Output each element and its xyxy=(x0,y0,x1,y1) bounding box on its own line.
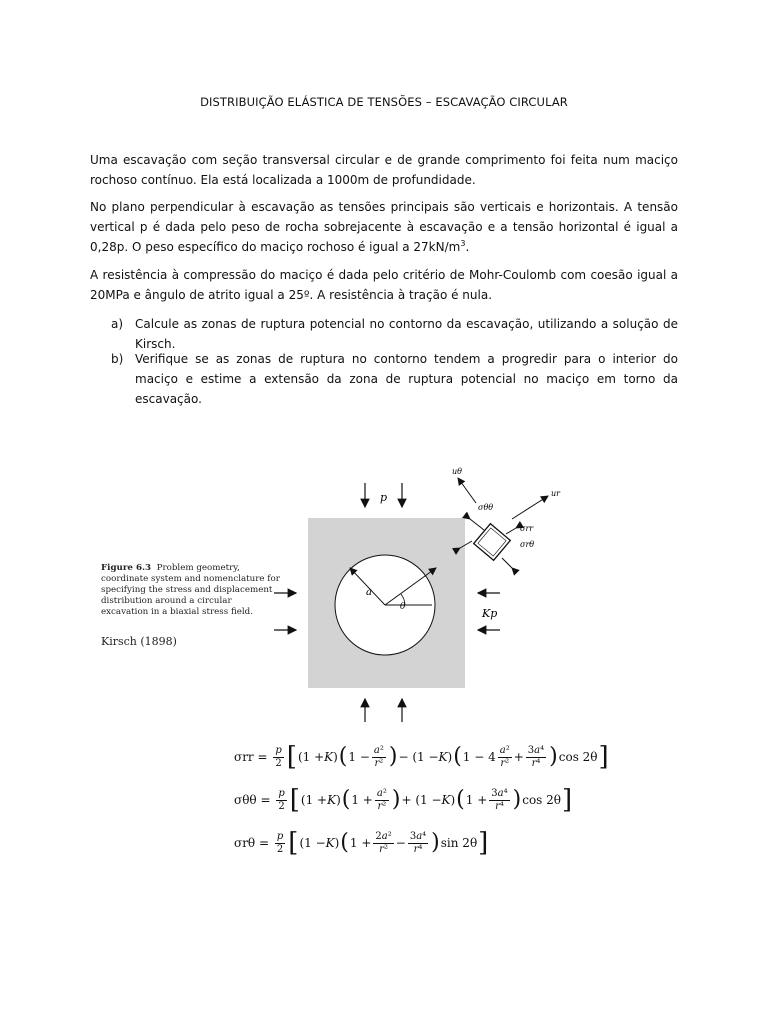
question-b-text: Verifique se as zonas de ruptura no contorno tendem a progredir para o interior do maciço e estime a extensão da zona de ruptura potencial no maciço em torno da escavação. xyxy=(135,352,678,406)
question-a-marker: a) xyxy=(111,317,124,331)
label-sigma-rr: σrr xyxy=(520,524,534,533)
equation-sigma-rr-eq: = xyxy=(257,750,268,764)
equation-sigma-rr: σrr = $\frac{p}{2}$ [ (1 + K ) ( 1 − $\frac{\text{a²}}{\text{r²}}$ ) − (1 − K ) ( 1 − 4 $\frac{\text{a²}}{\text{r²}}$ + $\frac{\text{3a⁴}}{\text{r⁴}}$ ) cos 2θ ] xyxy=(234,742,609,772)
unit-superscript: 3 xyxy=(460,239,466,248)
equation-sigma-tt-lhs: σθθ xyxy=(234,793,257,807)
label-sigma-rt: σrθ xyxy=(520,540,535,549)
paragraph-strength: A resistência à compressão do maciço é dada pelo critério de Mohr-Coulomb com coesão igual a 20MPa e ângulo de atrito igual a 25º. A resistência à tração é nula. xyxy=(90,268,678,302)
equation-sigma-tt-eq: = xyxy=(260,793,271,807)
sigma-rr-arrow xyxy=(506,528,516,534)
paragraph-stresses-end: . xyxy=(465,240,470,254)
paragraph-stresses-text: No plano perpendicular à escavação as tensões principais são verticais e horizontais. A tensão vertical p é dada pelo peso de rocha sobrejacente à escavação e a tensão horizontal é igual a 0,28p. O peso específico do maciço rochoso é igual a 27kN/m xyxy=(90,200,678,254)
label-u-theta: uθ xyxy=(452,467,462,476)
figure-caption-text: Problem geometry, coordinate system and nomenclature for specifying the stress and displacement distribution around a circular excavation in a biaxial stress field. xyxy=(101,563,280,617)
label-a: a xyxy=(366,587,372,598)
question-b-marker: b) xyxy=(111,352,124,366)
figure-caption-author: Kirsch (1898) xyxy=(101,635,177,648)
equation-sigma-rt-lhs: σrθ xyxy=(234,836,256,850)
paragraph-intro: Uma escavação com seção transversal circular e de grande comprimento foi feita num maciço rochoso contínuo. Ela está localizada a 1000m de profundidade. xyxy=(90,153,678,187)
figure-caption xyxy=(101,563,281,618)
label-sigma-tt: σθθ xyxy=(478,503,494,512)
sigma-tt-arrow-a xyxy=(470,519,484,530)
u-r-axis xyxy=(512,496,548,519)
sigma-rt-arrow xyxy=(502,558,512,568)
paragraph-stresses xyxy=(90,197,678,257)
label-kp: Kp xyxy=(482,607,498,620)
equation-sigma-rt-eq: = xyxy=(258,836,270,850)
document-title: DISTRIBUIÇÃO ELÁSTICA DE TENSÕES – ESCAVAÇÃO CIRCULAR xyxy=(200,95,568,109)
label-u-r: ur xyxy=(551,489,560,498)
equation-sigma-rr-lhs: σrr xyxy=(234,750,254,764)
u-theta-axis xyxy=(458,478,476,503)
figure-caption-label: Figure 6.3 xyxy=(101,563,152,573)
stress-element xyxy=(474,524,511,561)
equation-sigma-rt: σrθ = $\frac{p}{2}$ [ (1 − K ) ( 1 + $\frac{\text{2a²}}{\text{r²}}$ − $\frac{\text{3a⁴}}{\text{r⁴}}$ ) sin 2θ ] xyxy=(234,828,489,858)
equation-sigma-tt: σθθ = $\frac{p}{2}$ [ (1 + K ) ( 1 + $\frac{\text{a²}}{\text{r²}}$ ) + (1 − K ) ( 1 + $\frac{\text{3a⁴}}{\text{r⁴}}$ ) cos 2θ ] xyxy=(234,785,573,815)
label-p: p xyxy=(380,491,388,504)
label-theta: θ xyxy=(400,602,406,612)
question-a-text: Calcule as zonas de ruptura potencial no contorno da escavação, utilizando a solução de Kirsch. xyxy=(135,317,678,351)
